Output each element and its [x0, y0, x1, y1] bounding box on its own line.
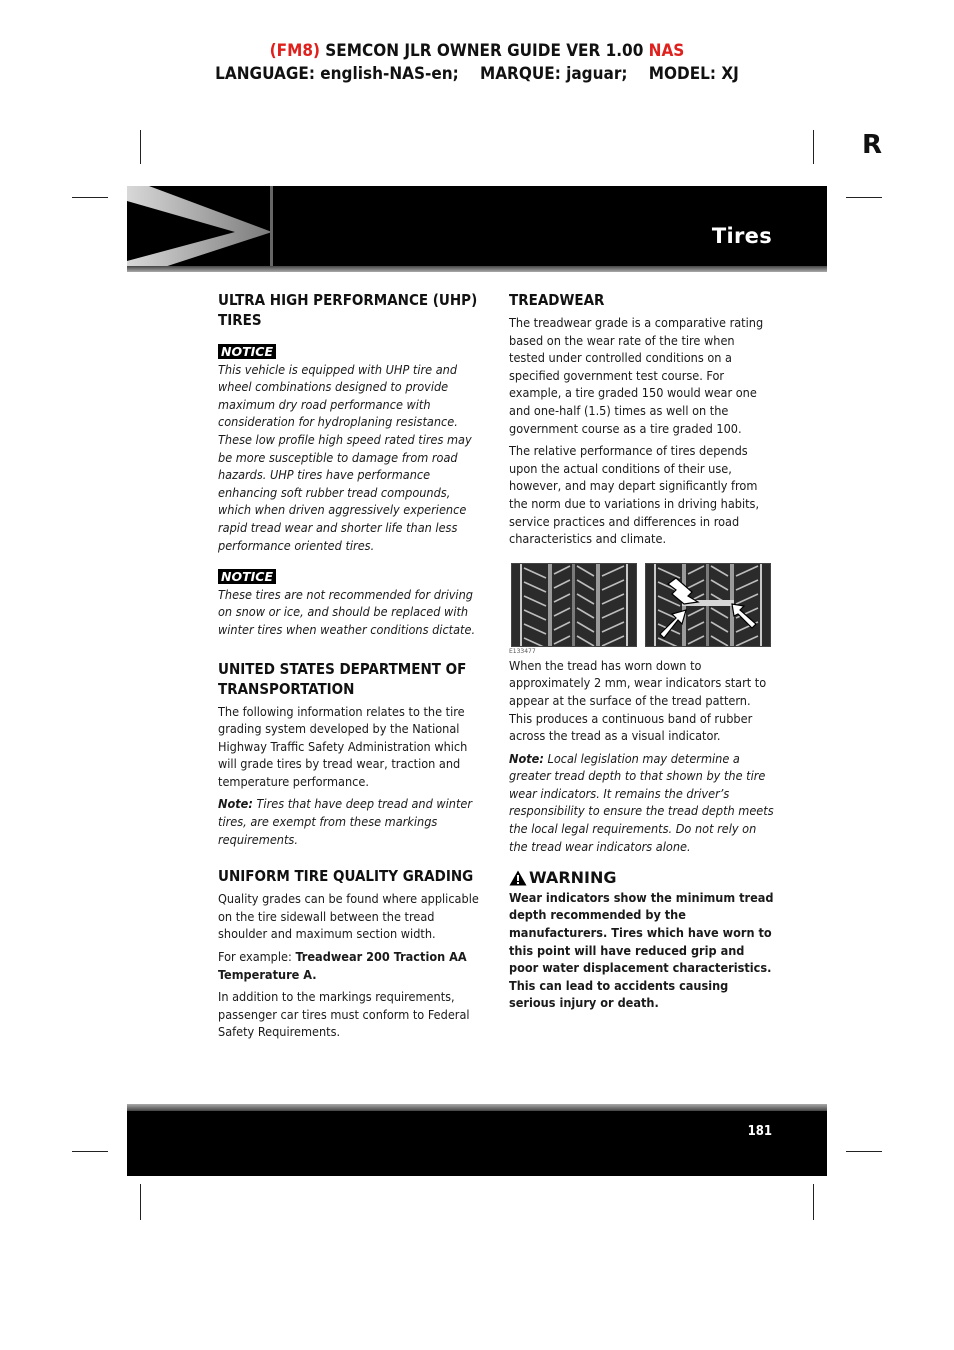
- warning-triangle-icon: [509, 870, 527, 886]
- note-text: Tires that have deep tread and winter tires, are exempt from these markings requirements.: [218, 796, 473, 847]
- warning-text: Wear indicators show the minimum tread depth recommended by the manufacturers. Tires which have worn to this point will have reduced grip and poor water displacement characteristics. This can lead to accidents causing serious injury or death.: [509, 889, 774, 1011]
- notice-text: These tires are not recommended for driving on snow or ice, and should be replaced with winter tires when weather conditions dictate.: [218, 586, 476, 637]
- crop-mark: [140, 130, 141, 164]
- example-grade: Treadwear 200 Traction AA Temperature A.: [218, 949, 467, 982]
- tread-wear-figure: [509, 563, 771, 655]
- treadwear-paragraph-2: The relative performance of tires depends upon the actual conditions of their use, however, and may depart significantly from the norm due to variations in driving habits, service practices and differences in road characteristics and climate.: [509, 443, 760, 547]
- header-guide-title: SEMCON JLR OWNER GUIDE VER 1.00: [325, 41, 644, 61]
- section-letter: R: [862, 130, 883, 160]
- note-label: Note:: [218, 796, 253, 812]
- page-footer: [127, 1104, 827, 1176]
- right-column: [509, 290, 774, 1017]
- worn-tread-pattern-graphic: [646, 564, 770, 646]
- crop-mark: [140, 1184, 141, 1220]
- notice-badge: NOTICE: [218, 344, 276, 359]
- section-banner: [127, 186, 827, 272]
- section-title: Tires: [711, 224, 772, 248]
- wear-indicator-paragraph: When the tread has worn down to approximately 2 mm, wear indicators start to appear at the surface of the tread pattern. This produces a continuous band of rubber across the tread as a visual indicator.: [509, 657, 767, 744]
- utqg-paragraph: Quality grades can be found where applicable on the tire sidewall between the tread shoulder and maximum section width.: [218, 891, 479, 942]
- uhp-heading: ULTRA HIGH PERFORMANCE (UHP) TIRES: [218, 291, 478, 329]
- crop-mark: [72, 197, 108, 198]
- treadwear-heading: TREADWEAR: [509, 291, 605, 309]
- header-line-1: [0, 40, 954, 63]
- warning-label: WARNING: [529, 868, 617, 888]
- header-line-2: LANGUAGE: english-NAS-en; MARQUE: jaguar; MODEL: XJ: [215, 64, 739, 84]
- example-prefix: For example:: [218, 949, 292, 965]
- footer-shadow: [127, 1104, 827, 1111]
- crop-mark: [813, 1184, 814, 1220]
- usdot-paragraph: The following information relates to the tire grading system developed by the National Highway Traffic Safety Administration which will grade tires by tread wear, traction and temperature performance.: [218, 703, 468, 789]
- utqg-example: [218, 948, 483, 983]
- crop-mark: [846, 197, 882, 198]
- header-fm-code: (FM8): [269, 41, 320, 61]
- notice-badge: NOTICE: [218, 569, 276, 584]
- crop-mark: [72, 1151, 108, 1152]
- usdot-note: [218, 795, 483, 848]
- chevron-graphic: [127, 186, 287, 272]
- utqg-paragraph-2: In addition to the markings requirements, passenger car tires must conform to Federal Safety Requirements.: [218, 989, 470, 1040]
- figure-id: E133477: [509, 647, 536, 655]
- document-header: [0, 40, 954, 86]
- note-label: Note:: [509, 750, 544, 766]
- worn-tire-tread-image: [645, 563, 771, 647]
- legislation-note: [509, 750, 774, 856]
- crop-mark: [846, 1151, 882, 1152]
- usdot-heading: UNITED STATES DEPARTMENT OF TRANSPORTATION: [218, 659, 467, 698]
- crop-mark: [813, 130, 814, 164]
- page-number: 181: [747, 1124, 772, 1139]
- utqg-heading: UNIFORM TIRE QUALITY GRADING: [218, 867, 474, 886]
- warning-header: [509, 869, 774, 887]
- tire-tread-image: [511, 563, 637, 647]
- header-market-code: NAS: [648, 41, 685, 61]
- treadwear-paragraph-1: The treadwear grade is a comparative rating based on the wear rate of the tire when tested under controlled conditions on a specified government test course. For example, a tire graded 150 would wear one and one-half (1.5) times as well on the government course as a tire graded 100.: [509, 315, 764, 436]
- tread-pattern-graphic: [512, 564, 636, 646]
- left-column: [218, 290, 483, 1046]
- banner-shadow: [127, 266, 827, 272]
- notice-text: This vehicle is equipped with UHP tire and wheel combinations designed to provide maximum dry road performance with consideration for hydroplaning resistance. These low profile high speed rated tires may be more susceptible to damage from road hazards. UHP tires have performance enhancing soft rubber tread compounds, which when driven aggressively experience rapid tread wear and shorter life than less performance oriented tires.: [218, 361, 472, 553]
- note-text: Local legislation may determine a greater tread depth to that shown by the tire wear indicators. It remains the driver’s responsibility to ensure the tread depth meets the local legal requirements. Do not rely on the tread wear indicators alone.: [509, 750, 774, 854]
